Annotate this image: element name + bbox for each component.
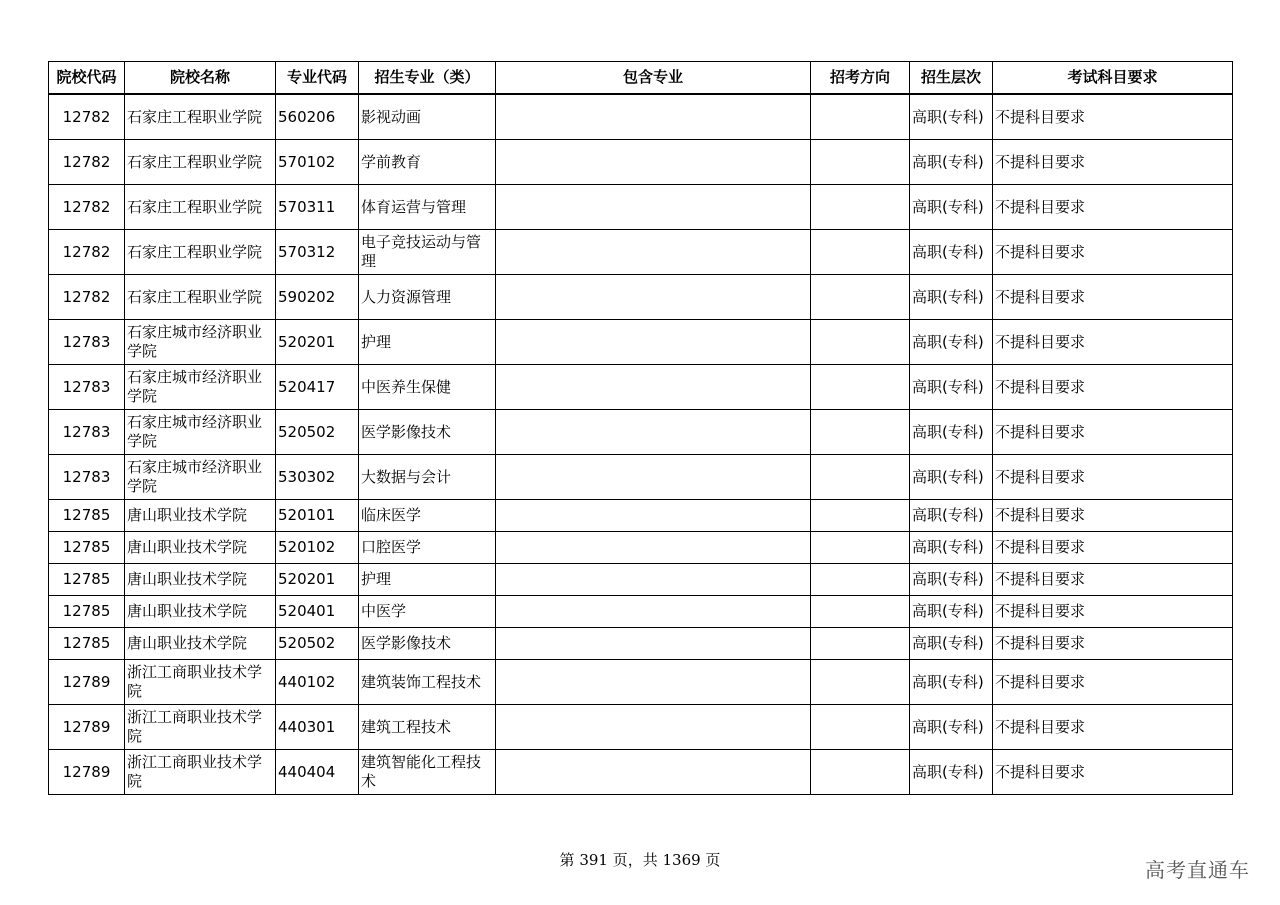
requirement-cell: 不提科目要求 <box>993 140 1233 185</box>
level-cell: 高职(专科) <box>910 532 993 564</box>
direction-cell <box>811 365 910 410</box>
level-cell: 高职(专科) <box>910 628 993 660</box>
school-name-cell: 石家庄工程职业学院 <box>125 140 276 185</box>
school-name-cell: 唐山职业技术学院 <box>125 596 276 628</box>
school-code-cell: 12783 <box>49 455 125 500</box>
school-code-cell: 12782 <box>49 230 125 275</box>
school-name-cell: 石家庄城市经济职业学院 <box>125 455 276 500</box>
major-cell: 临床医学 <box>359 500 496 532</box>
requirement-cell: 不提科目要求 <box>993 410 1233 455</box>
header-requirement: 考试科目要求 <box>993 62 1233 95</box>
school-name-cell: 唐山职业技术学院 <box>125 628 276 660</box>
included-majors-cell <box>496 705 811 750</box>
level-cell: 高职(专科) <box>910 230 993 275</box>
major-code-cell: 520401 <box>276 596 359 628</box>
direction-cell <box>811 705 910 750</box>
major-cell: 影视动画 <box>359 94 496 140</box>
direction-cell <box>811 230 910 275</box>
header-included-majors: 包含专业 <box>496 62 811 95</box>
included-majors-cell <box>496 750 811 795</box>
table-row <box>49 410 1233 455</box>
direction-cell <box>811 275 910 320</box>
major-code-cell: 520201 <box>276 320 359 365</box>
header-row <box>49 62 1233 95</box>
table-row <box>49 532 1233 564</box>
table-row <box>49 455 1233 500</box>
admissions-table <box>48 61 1233 795</box>
direction-cell <box>811 185 910 230</box>
level-cell: 高职(专科) <box>910 660 993 705</box>
direction-cell <box>811 500 910 532</box>
major-cell: 中医学 <box>359 596 496 628</box>
major-cell: 医学影像技术 <box>359 410 496 455</box>
school-code-cell: 12782 <box>49 185 125 230</box>
table-row <box>49 750 1233 795</box>
major-code-cell: 590202 <box>276 275 359 320</box>
direction-cell <box>811 140 910 185</box>
school-name-cell: 石家庄城市经济职业学院 <box>125 320 276 365</box>
table-row <box>49 275 1233 320</box>
major-code-cell: 440404 <box>276 750 359 795</box>
requirement-cell: 不提科目要求 <box>993 660 1233 705</box>
level-cell: 高职(专科) <box>910 410 993 455</box>
major-code-cell: 570312 <box>276 230 359 275</box>
included-majors-cell <box>496 185 811 230</box>
major-cell: 大数据与会计 <box>359 455 496 500</box>
major-code-cell: 560206 <box>276 94 359 140</box>
included-majors-cell <box>496 500 811 532</box>
school-code-cell: 12783 <box>49 320 125 365</box>
included-majors-cell <box>496 230 811 275</box>
header-school-name: 院校名称 <box>125 62 276 95</box>
school-name-cell: 石家庄工程职业学院 <box>125 185 276 230</box>
included-majors-cell <box>496 94 811 140</box>
school-name-cell: 浙江工商职业技术学院 <box>125 660 276 705</box>
included-majors-cell <box>496 596 811 628</box>
school-name-cell: 浙江工商职业技术学院 <box>125 705 276 750</box>
table-row <box>49 140 1233 185</box>
included-majors-cell <box>496 532 811 564</box>
major-code-cell: 520417 <box>276 365 359 410</box>
major-cell: 护理 <box>359 564 496 596</box>
major-code-cell: 530302 <box>276 455 359 500</box>
level-cell: 高职(专科) <box>910 365 993 410</box>
level-cell: 高职(专科) <box>910 596 993 628</box>
major-code-cell: 520201 <box>276 564 359 596</box>
requirement-cell: 不提科目要求 <box>993 275 1233 320</box>
table-body <box>49 94 1233 795</box>
school-code-cell: 12783 <box>49 410 125 455</box>
level-cell: 高职(专科) <box>910 320 993 365</box>
school-code-cell: 12785 <box>49 532 125 564</box>
table-row <box>49 705 1233 750</box>
table-row <box>49 596 1233 628</box>
major-code-cell: 520502 <box>276 410 359 455</box>
requirement-cell: 不提科目要求 <box>993 500 1233 532</box>
school-name-cell: 石家庄工程职业学院 <box>125 230 276 275</box>
school-code-cell: 12785 <box>49 500 125 532</box>
header-direction: 招考方向 <box>811 62 910 95</box>
level-cell: 高职(专科) <box>910 185 993 230</box>
table-header <box>49 62 1233 95</box>
included-majors-cell <box>496 660 811 705</box>
major-cell: 口腔医学 <box>359 532 496 564</box>
school-code-cell: 12785 <box>49 596 125 628</box>
included-majors-cell <box>496 455 811 500</box>
major-cell: 医学影像技术 <box>359 628 496 660</box>
page-number: 第 391 页，共 1369 页 <box>559 851 721 869</box>
major-code-cell: 440102 <box>276 660 359 705</box>
table-row <box>49 320 1233 365</box>
requirement-cell: 不提科目要求 <box>993 532 1233 564</box>
major-code-cell: 520502 <box>276 628 359 660</box>
header-major: 招生专业（类） <box>359 62 496 95</box>
school-name-cell: 唐山职业技术学院 <box>125 532 276 564</box>
requirement-cell: 不提科目要求 <box>993 750 1233 795</box>
school-code-cell: 12782 <box>49 275 125 320</box>
level-cell: 高职(专科) <box>910 705 993 750</box>
direction-cell <box>811 564 910 596</box>
school-code-cell: 12785 <box>49 564 125 596</box>
requirement-cell: 不提科目要求 <box>993 564 1233 596</box>
level-cell: 高职(专科) <box>910 140 993 185</box>
school-name-cell: 唐山职业技术学院 <box>125 500 276 532</box>
requirement-cell: 不提科目要求 <box>993 628 1233 660</box>
major-cell: 学前教育 <box>359 140 496 185</box>
direction-cell <box>811 596 910 628</box>
direction-cell <box>811 750 910 795</box>
direction-cell <box>811 628 910 660</box>
included-majors-cell <box>496 320 811 365</box>
school-name-cell: 石家庄城市经济职业学院 <box>125 410 276 455</box>
school-name-cell: 石家庄工程职业学院 <box>125 94 276 140</box>
major-cell: 建筑智能化工程技术 <box>359 750 496 795</box>
level-cell: 高职(专科) <box>910 750 993 795</box>
requirement-cell: 不提科目要求 <box>993 455 1233 500</box>
school-code-cell: 12789 <box>49 750 125 795</box>
table-row <box>49 564 1233 596</box>
header-major-code: 专业代码 <box>276 62 359 95</box>
school-name-cell: 石家庄城市经济职业学院 <box>125 365 276 410</box>
major-code-cell: 570311 <box>276 185 359 230</box>
table-row <box>49 94 1233 140</box>
header-school-code: 院校代码 <box>49 62 125 95</box>
table-row <box>49 185 1233 230</box>
table-row <box>49 500 1233 532</box>
major-cell: 建筑工程技术 <box>359 705 496 750</box>
included-majors-cell <box>496 628 811 660</box>
requirement-cell: 不提科目要求 <box>993 365 1233 410</box>
included-majors-cell <box>496 564 811 596</box>
school-name-cell: 石家庄工程职业学院 <box>125 275 276 320</box>
direction-cell <box>811 455 910 500</box>
direction-cell <box>811 660 910 705</box>
major-cell: 建筑装饰工程技术 <box>359 660 496 705</box>
direction-cell <box>811 410 910 455</box>
included-majors-cell <box>496 275 811 320</box>
included-majors-cell <box>496 410 811 455</box>
major-cell: 护理 <box>359 320 496 365</box>
table-row <box>49 628 1233 660</box>
major-cell: 体育运营与管理 <box>359 185 496 230</box>
level-cell: 高职(专科) <box>910 564 993 596</box>
requirement-cell: 不提科目要求 <box>993 705 1233 750</box>
level-cell: 高职(专科) <box>910 94 993 140</box>
school-code-cell: 12782 <box>49 94 125 140</box>
school-code-cell: 12782 <box>49 140 125 185</box>
school-name-cell: 浙江工商职业技术学院 <box>125 750 276 795</box>
direction-cell <box>811 320 910 365</box>
level-cell: 高职(专科) <box>910 455 993 500</box>
included-majors-cell <box>496 365 811 410</box>
requirement-cell: 不提科目要求 <box>993 230 1233 275</box>
major-code-cell: 520101 <box>276 500 359 532</box>
level-cell: 高职(专科) <box>910 500 993 532</box>
major-cell: 人力资源管理 <box>359 275 496 320</box>
table-row <box>49 365 1233 410</box>
school-code-cell: 12789 <box>49 705 125 750</box>
requirement-cell: 不提科目要求 <box>993 94 1233 140</box>
school-code-cell: 12785 <box>49 628 125 660</box>
major-code-cell: 440301 <box>276 705 359 750</box>
direction-cell <box>811 94 910 140</box>
included-majors-cell <box>496 140 811 185</box>
header-level: 招生层次 <box>910 62 993 95</box>
direction-cell <box>811 532 910 564</box>
major-code-cell: 520102 <box>276 532 359 564</box>
requirement-cell: 不提科目要求 <box>993 320 1233 365</box>
table-row <box>49 660 1233 705</box>
requirement-cell: 不提科目要求 <box>993 185 1233 230</box>
major-code-cell: 570102 <box>276 140 359 185</box>
school-code-cell: 12789 <box>49 660 125 705</box>
watermark: 高考直通车 <box>1145 858 1250 882</box>
major-cell: 中医养生保健 <box>359 365 496 410</box>
level-cell: 高职(专科) <box>910 275 993 320</box>
requirement-cell: 不提科目要求 <box>993 596 1233 628</box>
table-row <box>49 230 1233 275</box>
school-code-cell: 12783 <box>49 365 125 410</box>
major-cell: 电子竞技运动与管理 <box>359 230 496 275</box>
school-name-cell: 唐山职业技术学院 <box>125 564 276 596</box>
